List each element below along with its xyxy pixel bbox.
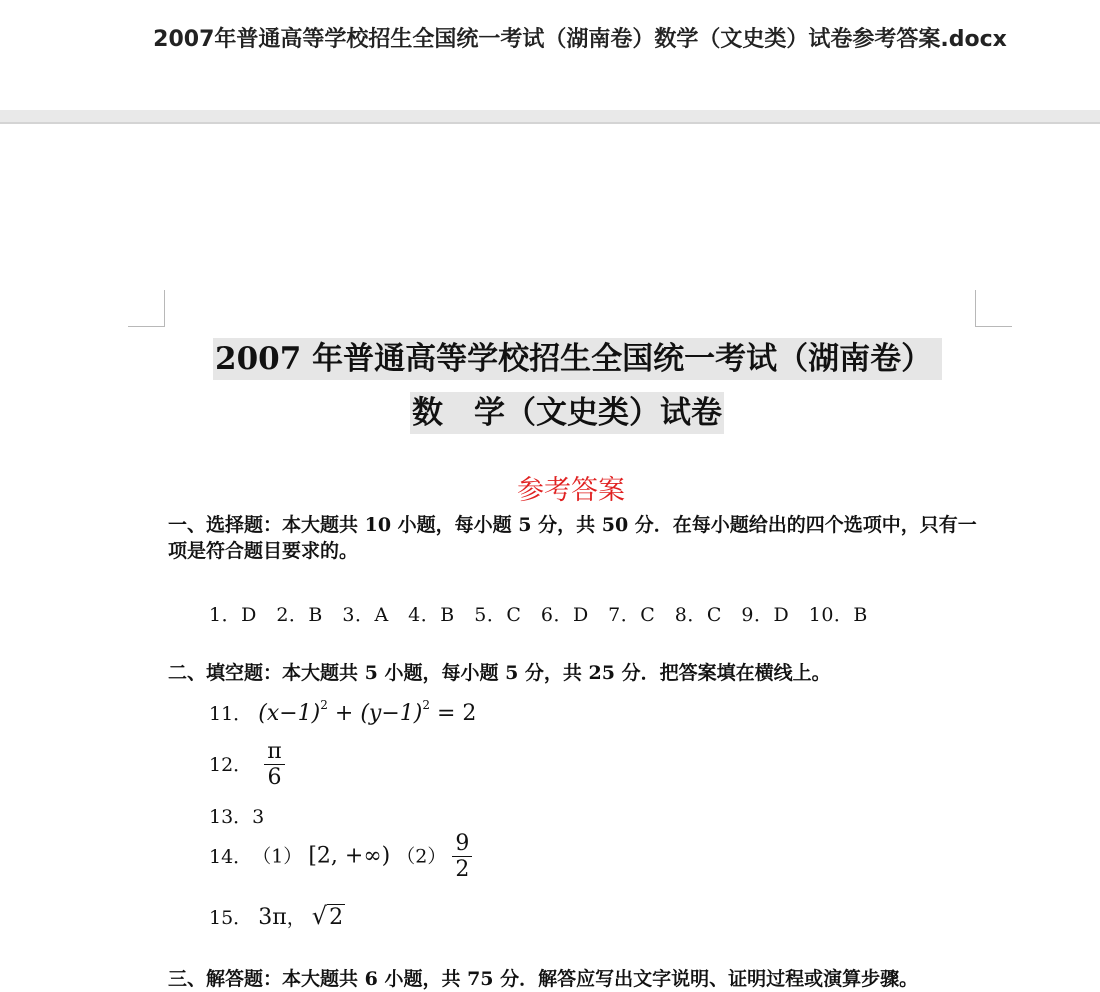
sqrt-symbol: √ — [311, 902, 328, 930]
answer-15 — [209, 902, 345, 930]
margin-corner-mark-right — [975, 290, 1012, 327]
answer-14-number: 14． — [209, 845, 253, 868]
page-top-border — [0, 122, 1100, 124]
answer-14-part2-label: （2） — [396, 845, 447, 868]
answer-15-radicand: 2 — [329, 905, 344, 930]
title-bar — [0, 0, 1100, 110]
answer-11-exp-b: 2 — [422, 698, 430, 712]
section-3-instructions: 三、解答题：本大题共 6 小题，共 75 分．解答应写出文字说明、证明过程或演算步骤。 — [168, 968, 919, 990]
answer-13: 13．3 — [209, 806, 265, 828]
document-heading-line1: 2007 年普通高等学校招生全国统一考试（湖南卷） — [213, 338, 942, 380]
answer-14-part1-label: （1） — [252, 845, 303, 868]
answer-11-rhs: = 2 — [429, 701, 477, 726]
document-heading-line2: 数 学（文史类）试卷 — [410, 392, 724, 434]
answer-15-value1: 3π — [258, 905, 287, 930]
ribbon-separator — [0, 110, 1100, 122]
answer-11-plus: + — [327, 701, 361, 726]
answer-11-exp-a: 2 — [320, 698, 328, 712]
answer-12-numerator: π — [267, 739, 282, 764]
answer-15-number: 15． — [209, 907, 253, 929]
answer-14-part1-value: [2, +∞) — [308, 843, 391, 869]
section-2-instructions: 二、填空题：本大题共 5 小题，每小题 5 分，共 25 分．把答案填在横线上。 — [168, 662, 831, 684]
answer-14-numerator: 9 — [455, 831, 470, 856]
answer-12-fraction — [264, 740, 284, 791]
section-1-instructions: 一、选择题：本大题共 10 小题，每小题 5 分，共 50 分．在每小题给出的四个选项中，只有一项是符合题目要求的。 — [168, 514, 977, 562]
multiple-choice-answers: 1．D 2．B 3．A 4．B 5．C 6．D 7．C 8．C 9．D 10．B — [209, 604, 868, 626]
answer-12-denominator: 6 — [267, 765, 282, 791]
document-title: 2007年普通高等学校招生全国统一考试（湖南卷）数学（文史类）试卷参考答案.docx — [153, 27, 1007, 52]
answer-14-denominator: 2 — [455, 857, 470, 883]
answer-14 — [209, 832, 472, 883]
answer-14-fraction — [452, 832, 472, 883]
margin-corner-mark-left — [128, 290, 165, 327]
answer-title: 参考答案 — [517, 475, 625, 506]
answer-12-number: 12． — [209, 753, 253, 776]
answer-11-number: 11． — [209, 703, 253, 725]
answer-15-separator: ， — [286, 907, 306, 929]
answer-11-term-b: (y−1) — [360, 701, 423, 726]
answer-11 — [209, 698, 476, 726]
answer-12 — [209, 740, 285, 791]
answer-11-term-a: (x−1) — [258, 701, 321, 726]
